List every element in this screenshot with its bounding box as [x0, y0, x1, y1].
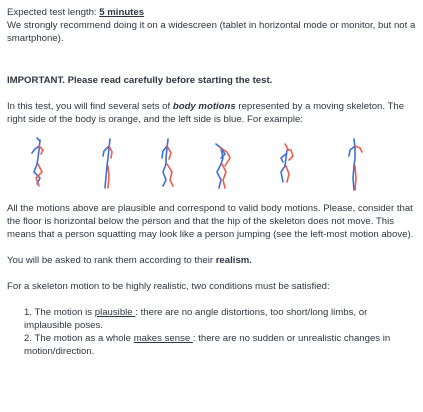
condition-item	[24, 332, 416, 358]
condition-term: makes sense	[133, 333, 193, 344]
important-notice: IMPORTANT. Please read carefully before starting the test.	[7, 75, 273, 86]
skeleton-examples	[7, 136, 416, 192]
intro-emphasis: body motions	[172, 101, 236, 112]
skeleton-motion-figure	[152, 136, 182, 192]
skeleton-motion-figure	[207, 136, 237, 192]
conditions-intro: For a skeleton motion to be highly realistic, two conditions must be satisfied:	[7, 281, 330, 292]
intro-text-2: represented by a moving skeleton. The right side of the body is orange, and the left side is blue. For example:	[7, 101, 405, 125]
plausible-note: All the motions above are plausible and correspond to valid body motions. Please, consider that the floor is horizontal below the person and that the hip of the skeleton does not move. This means that a person squatting may look like a person jumping (see the left-most motion above).	[7, 203, 414, 240]
condition-prefix: 2. The motion as a whole	[24, 333, 134, 344]
condition-text: : there are no sudden or unrealistic changes in motion/direction.	[24, 333, 391, 357]
skeleton-motion-figure	[23, 136, 53, 192]
skeleton-motion-figure	[271, 136, 301, 192]
condition-text: : there are no angle distortions, too short/long limbs, or implausible poses.	[24, 307, 368, 331]
length-label: Expected test length:	[7, 7, 100, 18]
skeleton-motion-figure	[92, 136, 122, 192]
rank-text: You will be asked to rank them according to their	[7, 255, 216, 266]
rank-emphasis: realism.	[215, 255, 252, 266]
expected-length-line	[7, 6, 416, 19]
skeleton-motion-figure	[340, 136, 370, 192]
intro-paragraph	[7, 100, 416, 126]
intro-text-1: In this test, you will find several sets of	[7, 101, 173, 112]
length-value: 5 minutes	[99, 7, 145, 18]
condition-term: plausible	[94, 307, 136, 318]
condition-item	[24, 306, 416, 332]
condition-prefix: 1. The motion is	[24, 307, 95, 318]
rank-instruction	[7, 254, 416, 267]
widescreen-recommendation: We strongly recommend doing it on a widescreen (tablet in horizontal mode or monitor, but not a smartphone).	[7, 20, 416, 44]
conditions-list	[7, 306, 416, 358]
